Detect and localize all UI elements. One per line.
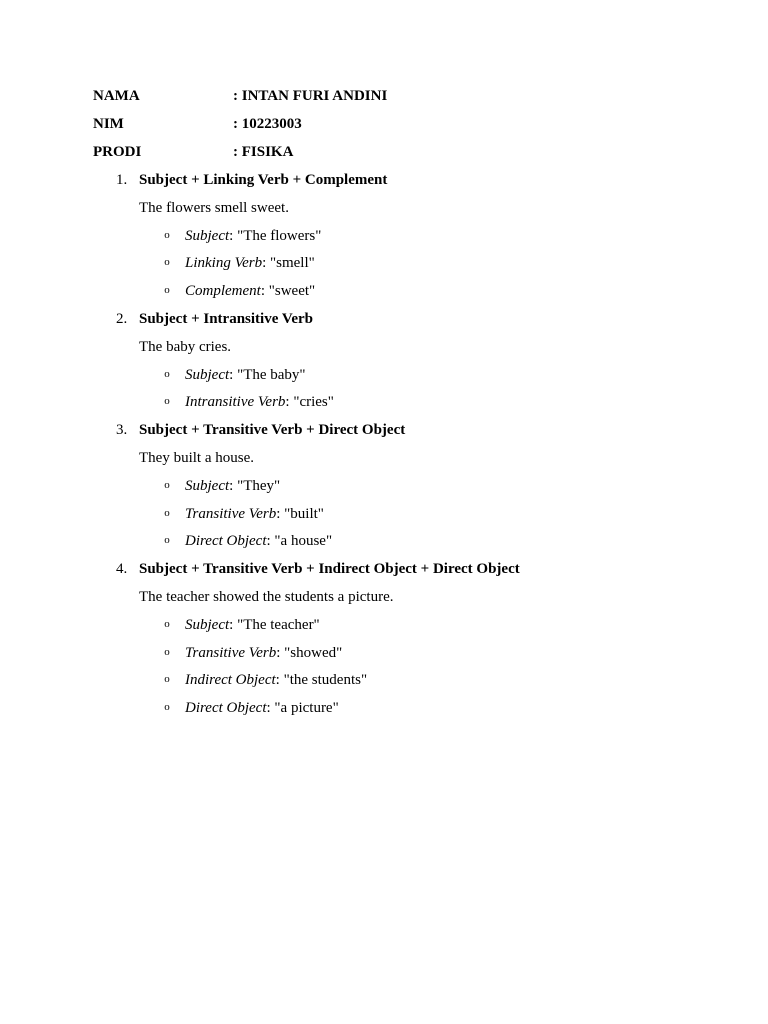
part-value: : "a house": [266, 533, 333, 550]
bullet-circle-icon: o: [164, 228, 170, 241]
header-label: NAMA: [93, 88, 140, 104]
bullet-circle-icon: o: [164, 367, 170, 380]
header-label: NIM: [93, 116, 124, 132]
part-value: : "showed": [276, 644, 343, 661]
part-role: Direct Object: [185, 700, 267, 717]
part-item: [185, 694, 339, 722]
pattern-heading: Subject + Transitive Verb + Indirect Object + Direct Object: [139, 561, 520, 578]
bullet-circle-icon: o: [164, 256, 170, 269]
bullet-circle-icon: o: [164, 701, 170, 714]
part-item: [185, 277, 315, 305]
part-value: : "the students": [275, 672, 368, 689]
pattern-heading: Subject + Transitive Verb + Direct Object: [139, 422, 406, 439]
list-number: 2.: [116, 311, 128, 327]
bullet-circle-icon: o: [164, 506, 170, 519]
part-role: Complement: [185, 283, 261, 300]
bullet-circle-icon: o: [164, 478, 170, 491]
bullet-circle-icon: o: [164, 617, 170, 630]
part-item: [185, 639, 342, 667]
part-item: [185, 472, 280, 500]
part-item: [185, 500, 324, 528]
part-role: Subject: [185, 477, 230, 494]
list-number: 4.: [116, 561, 128, 578]
header-value: : 10223003: [233, 116, 302, 132]
header-value: : FISIKA: [233, 144, 294, 160]
list-number: 3.: [116, 422, 128, 439]
bullet-circle-icon: o: [164, 284, 170, 297]
part-value: : "The flowers": [229, 227, 322, 244]
part-item: [185, 249, 315, 277]
bullet-circle-icon: o: [164, 673, 170, 686]
part-value: : "sweet": [260, 283, 316, 300]
part-role: Subject: [185, 227, 230, 244]
example-sentence: The flowers smell sweet.: [139, 199, 289, 216]
part-value: : "a picture": [266, 700, 339, 717]
header-value: : INTAN FURI ANDINI: [233, 88, 388, 104]
pattern-heading: Subject + Intransitive Verb: [139, 311, 313, 327]
part-role: Linking Verb: [185, 255, 263, 272]
bullet-circle-icon: o: [164, 395, 170, 408]
part-role: Intransitive Verb: [185, 394, 286, 411]
part-item: [185, 666, 367, 694]
part-role: Subject: [185, 616, 230, 633]
part-role: Transitive Verb: [185, 505, 277, 522]
part-item: [185, 611, 320, 639]
part-role: Direct Object: [185, 533, 267, 550]
part-value: : "built": [276, 505, 324, 522]
part-value: : "The baby": [229, 366, 306, 383]
part-item: [185, 361, 306, 389]
part-value: : "smell": [262, 255, 315, 272]
part-role: Indirect Object: [185, 672, 276, 689]
example-sentence: The baby cries.: [139, 338, 232, 355]
example-sentence: They built a house.: [139, 450, 254, 466]
part-value: : "They": [229, 477, 281, 494]
part-value: : "The teacher": [229, 616, 320, 633]
part-role: Subject: [185, 366, 230, 383]
example-sentence: The teacher showed the students a picture.: [139, 589, 394, 605]
part-item: [185, 388, 334, 416]
list-number: 1.: [116, 172, 128, 188]
part-item: [185, 222, 321, 250]
header-label: PRODI: [93, 144, 142, 160]
part-value: : "cries": [285, 394, 334, 411]
bullet-circle-icon: o: [164, 534, 170, 547]
pattern-heading: Subject + Linking Verb + Complement: [139, 172, 388, 188]
part-role: Transitive Verb: [185, 644, 277, 661]
bullet-circle-icon: o: [164, 645, 170, 658]
part-item: [185, 527, 332, 555]
